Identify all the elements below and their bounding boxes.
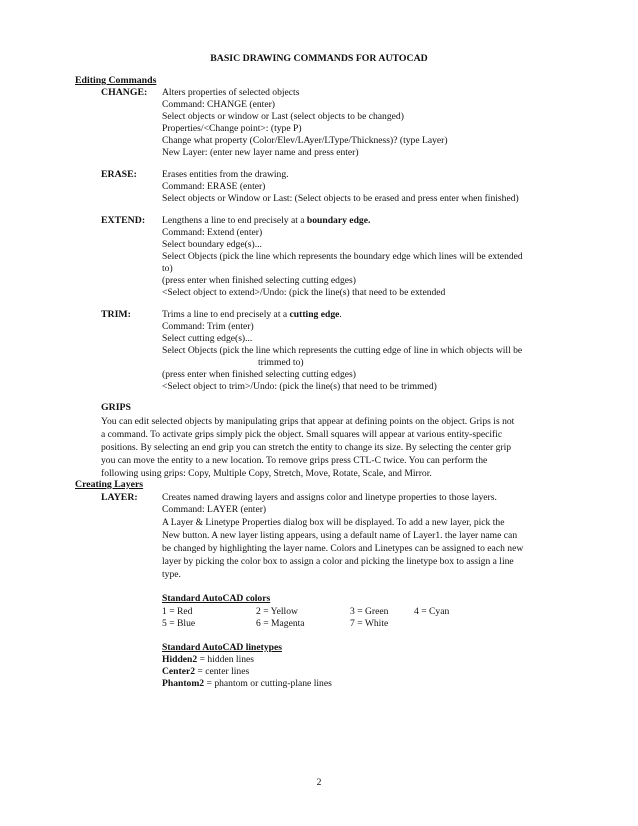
trim-intro-period: . — [339, 309, 342, 320]
grips-paragraph-line: you can move the entity to a new location. To remove grips press CTL-C twice. You can perform the — [101, 455, 488, 466]
extend-command-name: EXTEND: — [101, 215, 146, 226]
creating-layers-heading: Creating Layers — [75, 479, 144, 490]
change-command-name: CHANGE: — [101, 87, 148, 98]
change-line: Properties/<Change point>: (type P) — [162, 123, 302, 134]
extend-intro-text: Lengthens a line to end precisely at a — [162, 215, 307, 226]
layer-line: Creates named drawing layers and assigns color and linetype properties to those layers. — [162, 492, 497, 503]
colors-heading: Standard AutoCAD colors — [162, 593, 271, 604]
trim-line: Select Objects (pick the line which represents the cutting edge of line in which objects will be — [162, 345, 523, 356]
linetype-name: Hidden2 — [162, 654, 198, 665]
change-line: Alters properties of selected objects — [162, 87, 300, 98]
trim-line: trimmed to) — [258, 357, 304, 368]
extend-line: <Select object to extend>/Undo: (pick the line(s) that need to be extended — [162, 287, 446, 298]
trim-line: Select cutting edge(s)... — [162, 333, 253, 344]
boundary-edge-term: boundary edge. — [306, 215, 371, 226]
trim-line: <Select object to trim>/Undo: (pick the line(s) that need to be trimmed) — [162, 381, 437, 392]
linetype-entry — [162, 654, 254, 666]
color-entry: 4 = Cyan — [414, 606, 450, 617]
extend-line: (press enter when finished selecting cutting edges) — [162, 275, 356, 286]
layer-line: A Layer & Linetype Properties dialog box will be displayed. To add a new layer, pick the — [162, 517, 505, 528]
change-line: Change what property (Color/Elev/LAyer/LType/Thickness)? (type Layer) — [162, 135, 448, 146]
trim-line: (press enter when finished selecting cutting edges) — [162, 369, 356, 380]
linetype-name: Phantom2 — [162, 678, 205, 689]
linetype-entry — [162, 666, 249, 678]
color-entry: 7 = White — [350, 618, 389, 629]
erase-line: Command: ERASE (enter) — [162, 181, 266, 192]
color-entry: 2 = Yellow — [256, 606, 298, 617]
linetype-name: Center2 — [162, 666, 196, 677]
change-line: New Layer: (enter new layer name and press enter) — [162, 147, 359, 158]
cutting-edge-term: cutting edge — [289, 309, 340, 320]
grips-heading: GRIPS — [101, 402, 131, 413]
color-entry: 1 = Red — [162, 606, 193, 617]
linetype-desc: = phantom or cutting-plane lines — [204, 678, 332, 689]
grips-paragraph-line: a command. To activate grips simply pick the object. Small squares will appear at various entity-specific — [101, 429, 503, 440]
grips-paragraph-line: positions. By selecting an end grip you can stretch the entity to change its size. By selecting the center grip — [101, 442, 512, 453]
linetype-desc: = hidden lines — [197, 654, 255, 665]
trim-line — [162, 309, 342, 321]
erase-command-name: ERASE: — [101, 169, 137, 180]
change-line: Select objects or window or Last (select objects to be changed) — [162, 111, 404, 122]
trim-line: Command: Trim (enter) — [162, 321, 254, 332]
linetype-desc: = center lines — [195, 666, 250, 677]
erase-line: Erases entities from the drawing. — [162, 169, 289, 180]
color-entry: 5 = Blue — [162, 618, 196, 629]
extend-line: to) — [162, 263, 173, 274]
grips-paragraph-line: following using grips: Copy, Multiple Copy, Stretch, Move, Rotate, Scale, and Mirror. — [101, 468, 432, 479]
editing-commands-heading: Editing Commands — [75, 75, 157, 86]
layer-line: layer by picking the color box to assign a color and picking the linetype box to assign a line — [162, 556, 514, 567]
layer-command-name: LAYER: — [101, 492, 138, 503]
extend-line: Command: Extend (enter) — [162, 227, 263, 238]
layer-line: Command: LAYER (enter) — [162, 504, 267, 515]
color-entry: 6 = Magenta — [256, 618, 305, 629]
change-line: Command: CHANGE (enter) — [162, 99, 275, 110]
trim-command-name: TRIM: — [101, 309, 131, 320]
layer-line: type. — [162, 569, 181, 580]
extend-line — [162, 215, 370, 227]
extend-line: Select boundary edge(s)... — [162, 239, 262, 250]
layer-line: New button. A new layer listing appears, using a default name of Layer1. the layer name can — [162, 530, 518, 541]
layer-line: be changed by highlighting the layer name. Colors and Linetypes can be assigned to each new — [162, 543, 524, 554]
grips-paragraph-line: You can edit selected objects by manipulating grips that appear at defining points on the object. Grips is not — [101, 416, 515, 427]
color-entry: 3 = Green — [350, 606, 389, 617]
linetype-entry — [162, 678, 332, 690]
extend-line: Select Objects (pick the line which represents the boundary edge which lines will be extended — [162, 251, 523, 262]
trim-intro-text: Trims a line to end precisely at a — [162, 309, 290, 320]
linetypes-heading: Standard AutoCAD linetypes — [162, 642, 282, 653]
page-number: 2 — [316, 777, 322, 788]
erase-line: Select objects or Window or Last: (Select objects to be erased and press enter when finished) — [162, 193, 519, 204]
page-title: BASIC DRAWING COMMANDS FOR AUTOCAD — [210, 53, 428, 64]
